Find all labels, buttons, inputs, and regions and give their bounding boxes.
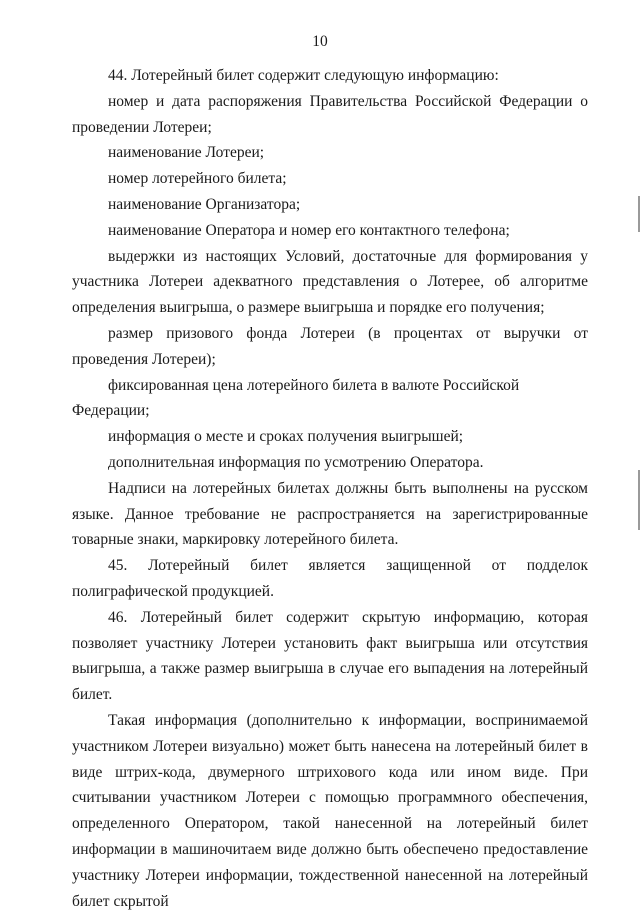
list-item-conditions-excerpts: выдержки из настоящих Условий, достаточные для формирования у участника Лотереи адекватного представления о Лотерее, об алгоритме определения выигрыша, о размере выигрыша и порядке его получения;: [72, 247, 588, 317]
list-item-additional-info: дополнительная информация по усмотрению Оператора.: [108, 453, 484, 471]
list-item-ticket-number: номер лотерейного билета;: [108, 170, 287, 188]
document-body: [72, 63, 588, 914]
page-number: 10: [312, 33, 328, 50]
paragraph-hidden-info: Такая информация (дополнительно к информации, воспринимаемой участником Лотереи визуально) может быть нанесена на лотерейный билет в виде штрих-кода, двумерного штрихового кода или ином виде. При считывании участником Лотереи с помощью программного обеспечения, определенного Оператором, такой нанесенной на лотерейный билет информации в машиночитаем виде должно быть обеспечено предоставление участнику Лотереи информации, тождественной нанесенной на лотерейный билет скрытой: [72, 711, 588, 910]
paragraph-44-heading: 44. Лотерейный билет содержит следующую информацию:: [108, 67, 499, 84]
paragraph-46: 46. Лотерейный билет содержит скрытую информацию, которая позволяет участнику Лотереи установить факт выигрыша или отсутствия выигрыша, а также размер выигрыша в случае его выпадения на лотерейный билет.: [72, 608, 588, 704]
list-item-ticket-price: фиксированная цена лотерейного билета в валюте Российской Федерации;: [72, 376, 520, 420]
list-item-prize-fund: размер призового фонда Лотереи (в процентах от выручки от проведения Лотереи);: [72, 324, 588, 368]
list-item-organizer-name: наименование Организатора;: [108, 195, 301, 213]
list-item-winnings-info: информация о месте и сроках получения выигрышей;: [108, 428, 464, 446]
paragraph-45: 45. Лотерейный билет является защищенной от подделок полиграфической продукцией.: [72, 557, 588, 600]
list-item-lottery-name: наименование Лотереи;: [108, 144, 265, 162]
list-item-operator-contact: наименование Оператора и номер его контактного телефона;: [108, 221, 510, 239]
list-item-government-order: номер и дата распоряжения Правительства Российской Федерации о проведении Лотереи;: [72, 92, 588, 136]
paragraph-language-requirement: Надписи на лотерейных билетах должны быть выполнены на русском языке. Данное требование не распространяется на зарегистрированные товарные знаки, маркировку лотерейного билета.: [72, 479, 588, 549]
